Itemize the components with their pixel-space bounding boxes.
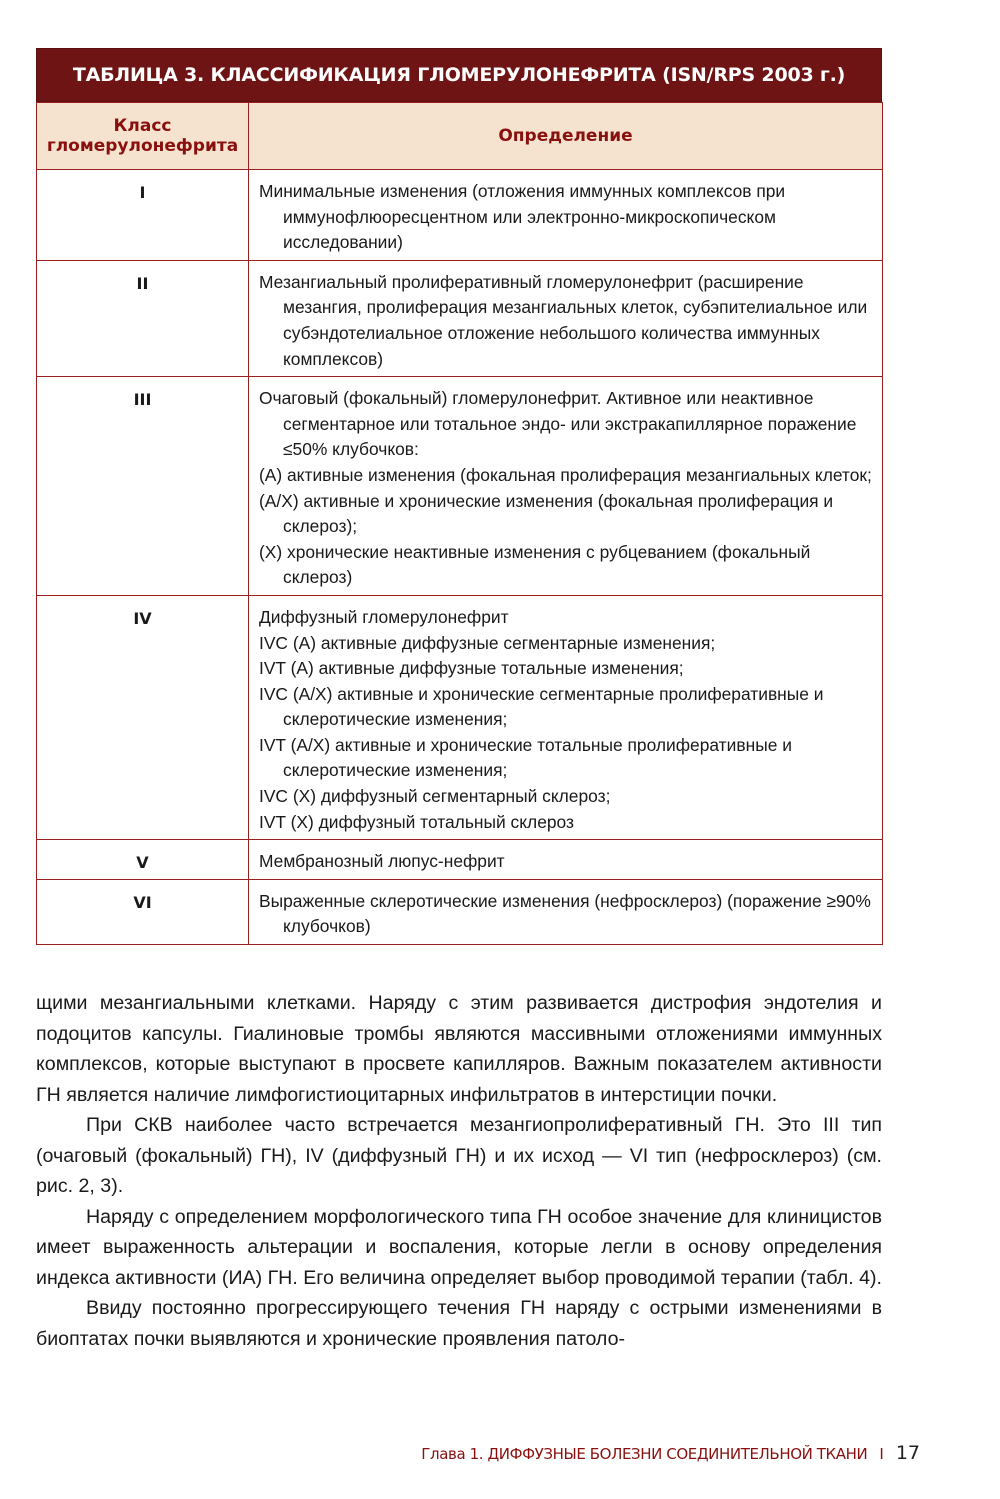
definition-line: (Х) хронические неактивные изменения с рубцеванием (фокальный склероз) bbox=[259, 541, 811, 588]
table-row bbox=[37, 840, 883, 880]
body-text bbox=[36, 988, 882, 1354]
definition-line: Минимальные изменения (отложения иммунных комплексов при иммунофлюоресцентном или электронно-микроскопическом исследовании) bbox=[259, 181, 786, 253]
paragraph-2: При СКВ наиболее часто встречается мезангиопролиферативный ГН. Это III тип (очаговый (фокальный) ГН), IV (диффузный ГН) и их исход — VI тип (нефросклероз) (см. рис. 2, 3). bbox=[36, 1114, 882, 1197]
class-cell: I bbox=[37, 170, 249, 261]
definition-cell bbox=[249, 377, 883, 596]
table-title: ТАБЛИЦА 3. КЛАССИФИКАЦИЯ ГЛОМЕРУЛОНЕФРИТА (ISN/RPS 2003 г.) bbox=[36, 48, 882, 102]
class-cell: II bbox=[37, 260, 249, 376]
table-row bbox=[37, 879, 883, 944]
definition-cell bbox=[249, 170, 883, 261]
definition-line: IVT (А) активные диффузные тотальные изменения; bbox=[259, 658, 684, 679]
definition-cell bbox=[249, 840, 883, 880]
definition-line: Очаговый (фокальный) гломерулонефрит. Активное или неактивное сегментарное или тотальное эндо- или экстракапиллярное поражение ≤50% клубочков: bbox=[259, 388, 857, 460]
paragraph-1: щими мезангиальными клетками. Наряду с этим развивается дистрофия эндотелия и подоцитов капсулы. Гиалиновые тромбы являются массивными отложениями иммунных комплексов, которые выступают в просвете капилляров. Важным показателем активности ГН является наличие лимфогистиоцитарных инфильтратов в интерстиции почки. bbox=[36, 992, 882, 1106]
definition-line: IVT (Х) диффузный тотальный склероз bbox=[259, 811, 574, 832]
definition-line: Мембранозный люпус-нефрит bbox=[259, 851, 505, 872]
header-definition: Определение bbox=[249, 103, 883, 170]
table-row bbox=[37, 377, 883, 596]
classification-table bbox=[36, 102, 883, 945]
class-cell: III bbox=[37, 377, 249, 596]
definition-line: IVT (А/Х) активные и хронические тотальные пролиферативные и склеротические изменения; bbox=[259, 734, 792, 781]
definition-line: Диффузный гломерулонефрит bbox=[259, 606, 509, 627]
header-class-line1: Класс bbox=[113, 116, 172, 136]
page-number: 17 bbox=[895, 1442, 920, 1464]
table-row bbox=[37, 260, 883, 376]
class-cell: VI bbox=[37, 879, 249, 944]
table-row bbox=[37, 595, 883, 839]
definition-line: Выраженные склеротические изменения (нефросклероз) (поражение ≥90% клубочков) bbox=[259, 890, 871, 937]
classification-table-block bbox=[36, 48, 882, 945]
header-class bbox=[37, 103, 249, 170]
footer-separator: I bbox=[879, 1445, 884, 1463]
definition-line: IVC (А/Х) активные и хронические сегментарные пролиферативные и склеротические изменения; bbox=[259, 683, 824, 730]
definition-cell bbox=[249, 595, 883, 839]
page-footer bbox=[360, 1442, 920, 1464]
definition-cell bbox=[249, 260, 883, 376]
table-row bbox=[37, 170, 883, 261]
header-class-line2: гломерулонефрита bbox=[46, 136, 239, 156]
class-cell: IV bbox=[37, 595, 249, 839]
table-body bbox=[37, 170, 883, 945]
paragraph-4: Ввиду постоянно прогрессирующего течения ГН наряду с острыми изменениями в биоптатах почки выявляются и хронические проявления патоло- bbox=[36, 1297, 882, 1350]
definition-line: (А) активные изменения (фокальная пролиферация мезангиальных клеток; bbox=[259, 464, 872, 485]
definition-line: Мезангиальный пролиферативный гломерулонефрит (расширение мезангия, пролиферация мезангиальных клеток, субэпителиальное или субэндотелиальное отложение небольшого количества иммунных комплексов) bbox=[259, 271, 868, 369]
definition-line: (А/Х) активные и хронические изменения (фокальная пролиферация и склероз); bbox=[259, 490, 834, 537]
definition-line: IVC (А) активные диффузные сегментарные изменения; bbox=[259, 632, 716, 653]
class-cell: V bbox=[37, 840, 249, 880]
chapter-title: Глава 1. ДИФФУЗНЫЕ БОЛЕЗНИ СОЕДИНИТЕЛЬНОЙ ТКАНИ bbox=[421, 1445, 868, 1463]
table-header-row bbox=[37, 103, 883, 170]
paragraph-3: Наряду с определением морфологического типа ГН особое значение для клиницистов имеет выраженность альтерации и воспаления, которые легли в основу определения индекса активности (ИА) ГН. Его величина определяет выбор проводимой терапии (табл. 4). bbox=[36, 1205, 882, 1289]
definition-line: IVC (Х) диффузный сегментарный склероз; bbox=[259, 786, 611, 807]
definition-cell bbox=[249, 879, 883, 944]
